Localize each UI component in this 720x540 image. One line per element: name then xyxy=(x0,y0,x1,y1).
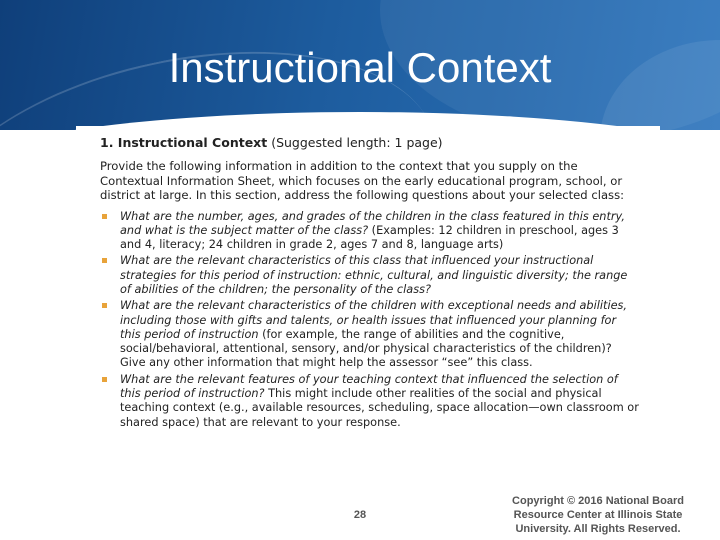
question-text: What are the relevant features of your teaching context that influenced the selection of this period of instruction? xyxy=(120,372,618,401)
document-intro: Provide the following information in addition to the context that you supply on the Contextual Information Sheet, which focuses on the early educational program, school, or district at large. In this section, address the following questions about your selected class: xyxy=(100,159,625,202)
question-list xyxy=(100,210,640,430)
heading-suggested-length: (Suggested length: 1 page) xyxy=(267,135,443,150)
square-bullet-icon xyxy=(102,214,107,219)
slide-header-band xyxy=(0,0,720,130)
list-item xyxy=(100,254,640,297)
question-text: What are the relevant characteristics of this class that influenced your instructional strategies for this period of instruction: ethnic, cultural, and linguistic diversity; the range of abilities of the children; the personality of the class? xyxy=(120,254,628,296)
slide-title: Instructional Context xyxy=(168,44,552,91)
list-item xyxy=(100,373,640,430)
list-item xyxy=(100,210,640,253)
square-bullet-icon xyxy=(102,303,107,308)
question-note: (Examples: 12 children in preschool, ages 3 and 4, literacy; 24 children in grade 2, ages 7 and 8, language arts) xyxy=(120,223,619,252)
document-excerpt xyxy=(76,126,660,472)
heading-number-title: 1. Instructional Context xyxy=(100,135,268,150)
copyright-notice: Copyright © 2016 National Board Resource Center at Illinois State University. All Rights Reserved. xyxy=(512,495,684,535)
question-text: What are the relevant characteristics of the children with exceptional needs and abilities, including those with gifts and talents, or health issues that influenced your planning for this period of instruction xyxy=(120,299,628,341)
square-bullet-icon xyxy=(102,377,107,382)
page-number: 28 xyxy=(353,509,367,521)
question-text: What are the number, ages, and grades of the children in the class featured in this entry, and what is the subject matter of the class? xyxy=(120,209,625,237)
list-item xyxy=(100,299,640,370)
question-note: (for example, the range of abilities and the cognitive, social/behavioral, attentional, sensory, and/or physical characteristics of the children)? Give any other information that might help the assessor “see” this class. xyxy=(120,327,612,370)
question-note: This might include other realities of the social and physical teaching context (e.g., available resources, scheduling, space allocation—own classroom or shared space) that are relevant to your response. xyxy=(120,387,639,429)
square-bullet-icon xyxy=(102,258,107,263)
document-heading xyxy=(100,135,640,151)
